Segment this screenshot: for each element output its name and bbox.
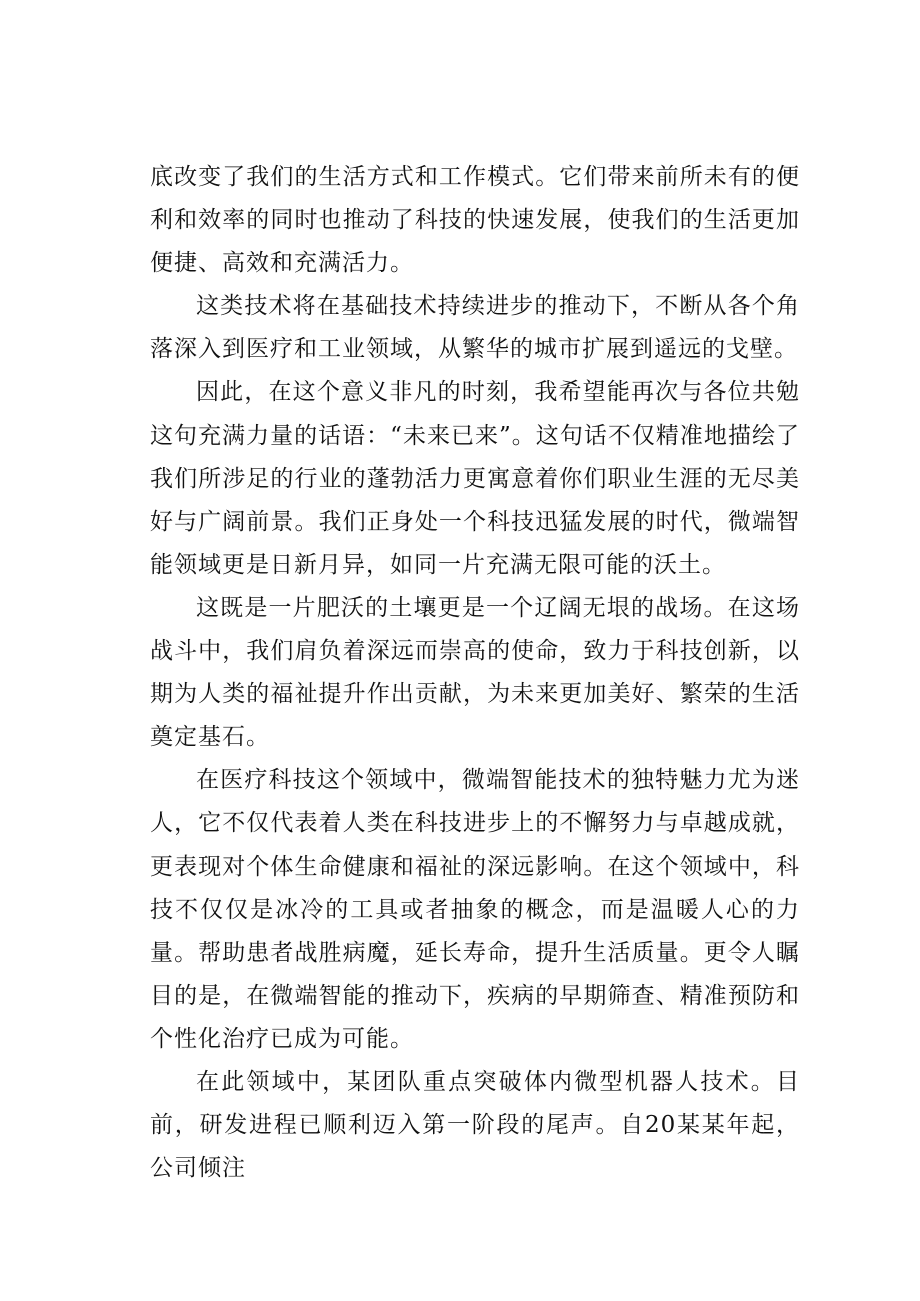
- paragraph-3: 因此，在这个意义非凡的时刻，我希望能再次与各位共勉这句充满力量的话语：“未来已来”。这句话不仅精准地描绘了我们所涉足的行业的蓬勃活力更寓意着你们职业生涯的无尽美好与广阔前景。我们正身处一个科技迅猛发展的时代，微端智能领域更是日新月异，如同一片充满无限可能的沃土。: [150, 379, 800, 578]
- paragraph-2: 这类技术将在基础技术持续进步的推动下，不断从各个角落深入到医疗和工业领域，从繁华的城市扩展到遥远的戈壁。: [150, 293, 800, 363]
- document-body: [150, 156, 800, 1190]
- paragraph-5: 在医疗科技这个领域中，微端智能技术的独特魅力尤为迷人，它不仅代表着人类在科技进步上的不懈努力与卓越成就，更表现对个体生命健康和福祉的深远影响。在这个领域中，科技不仅仅是冰冷的工具或者抽象的概念，而是温暖人心的力量。帮助患者战胜病魔，延长寿命，提升生活质量。更令人瞩目的是，在微端智能的推动下，疾病的早期筛查、精准预防和个性化治疗已成为可能。: [150, 767, 800, 1052]
- paragraph-6: 在此领域中，某团队重点突破体内微型机器人技术。目前，研发进程已顺利迈入第一阶段的尾声。自20某某年起，公司倾注: [150, 1068, 800, 1182]
- paragraph-4: 这既是一片肥沃的土壤更是一个辽阔无垠的战场。在这场战斗中，我们肩负着深远而崇高的使命，致力于科技创新，以期为人类的福祉提升作出贡献，为未来更加美好、繁荣的生活奠定基石。: [150, 594, 800, 751]
- paragraph-1: 底改变了我们的生活方式和工作模式。它们带来前所未有的便利和效率的同时也推动了科技的快速发展，使我们的生活更加便捷、高效和充满活力。: [150, 164, 800, 277]
